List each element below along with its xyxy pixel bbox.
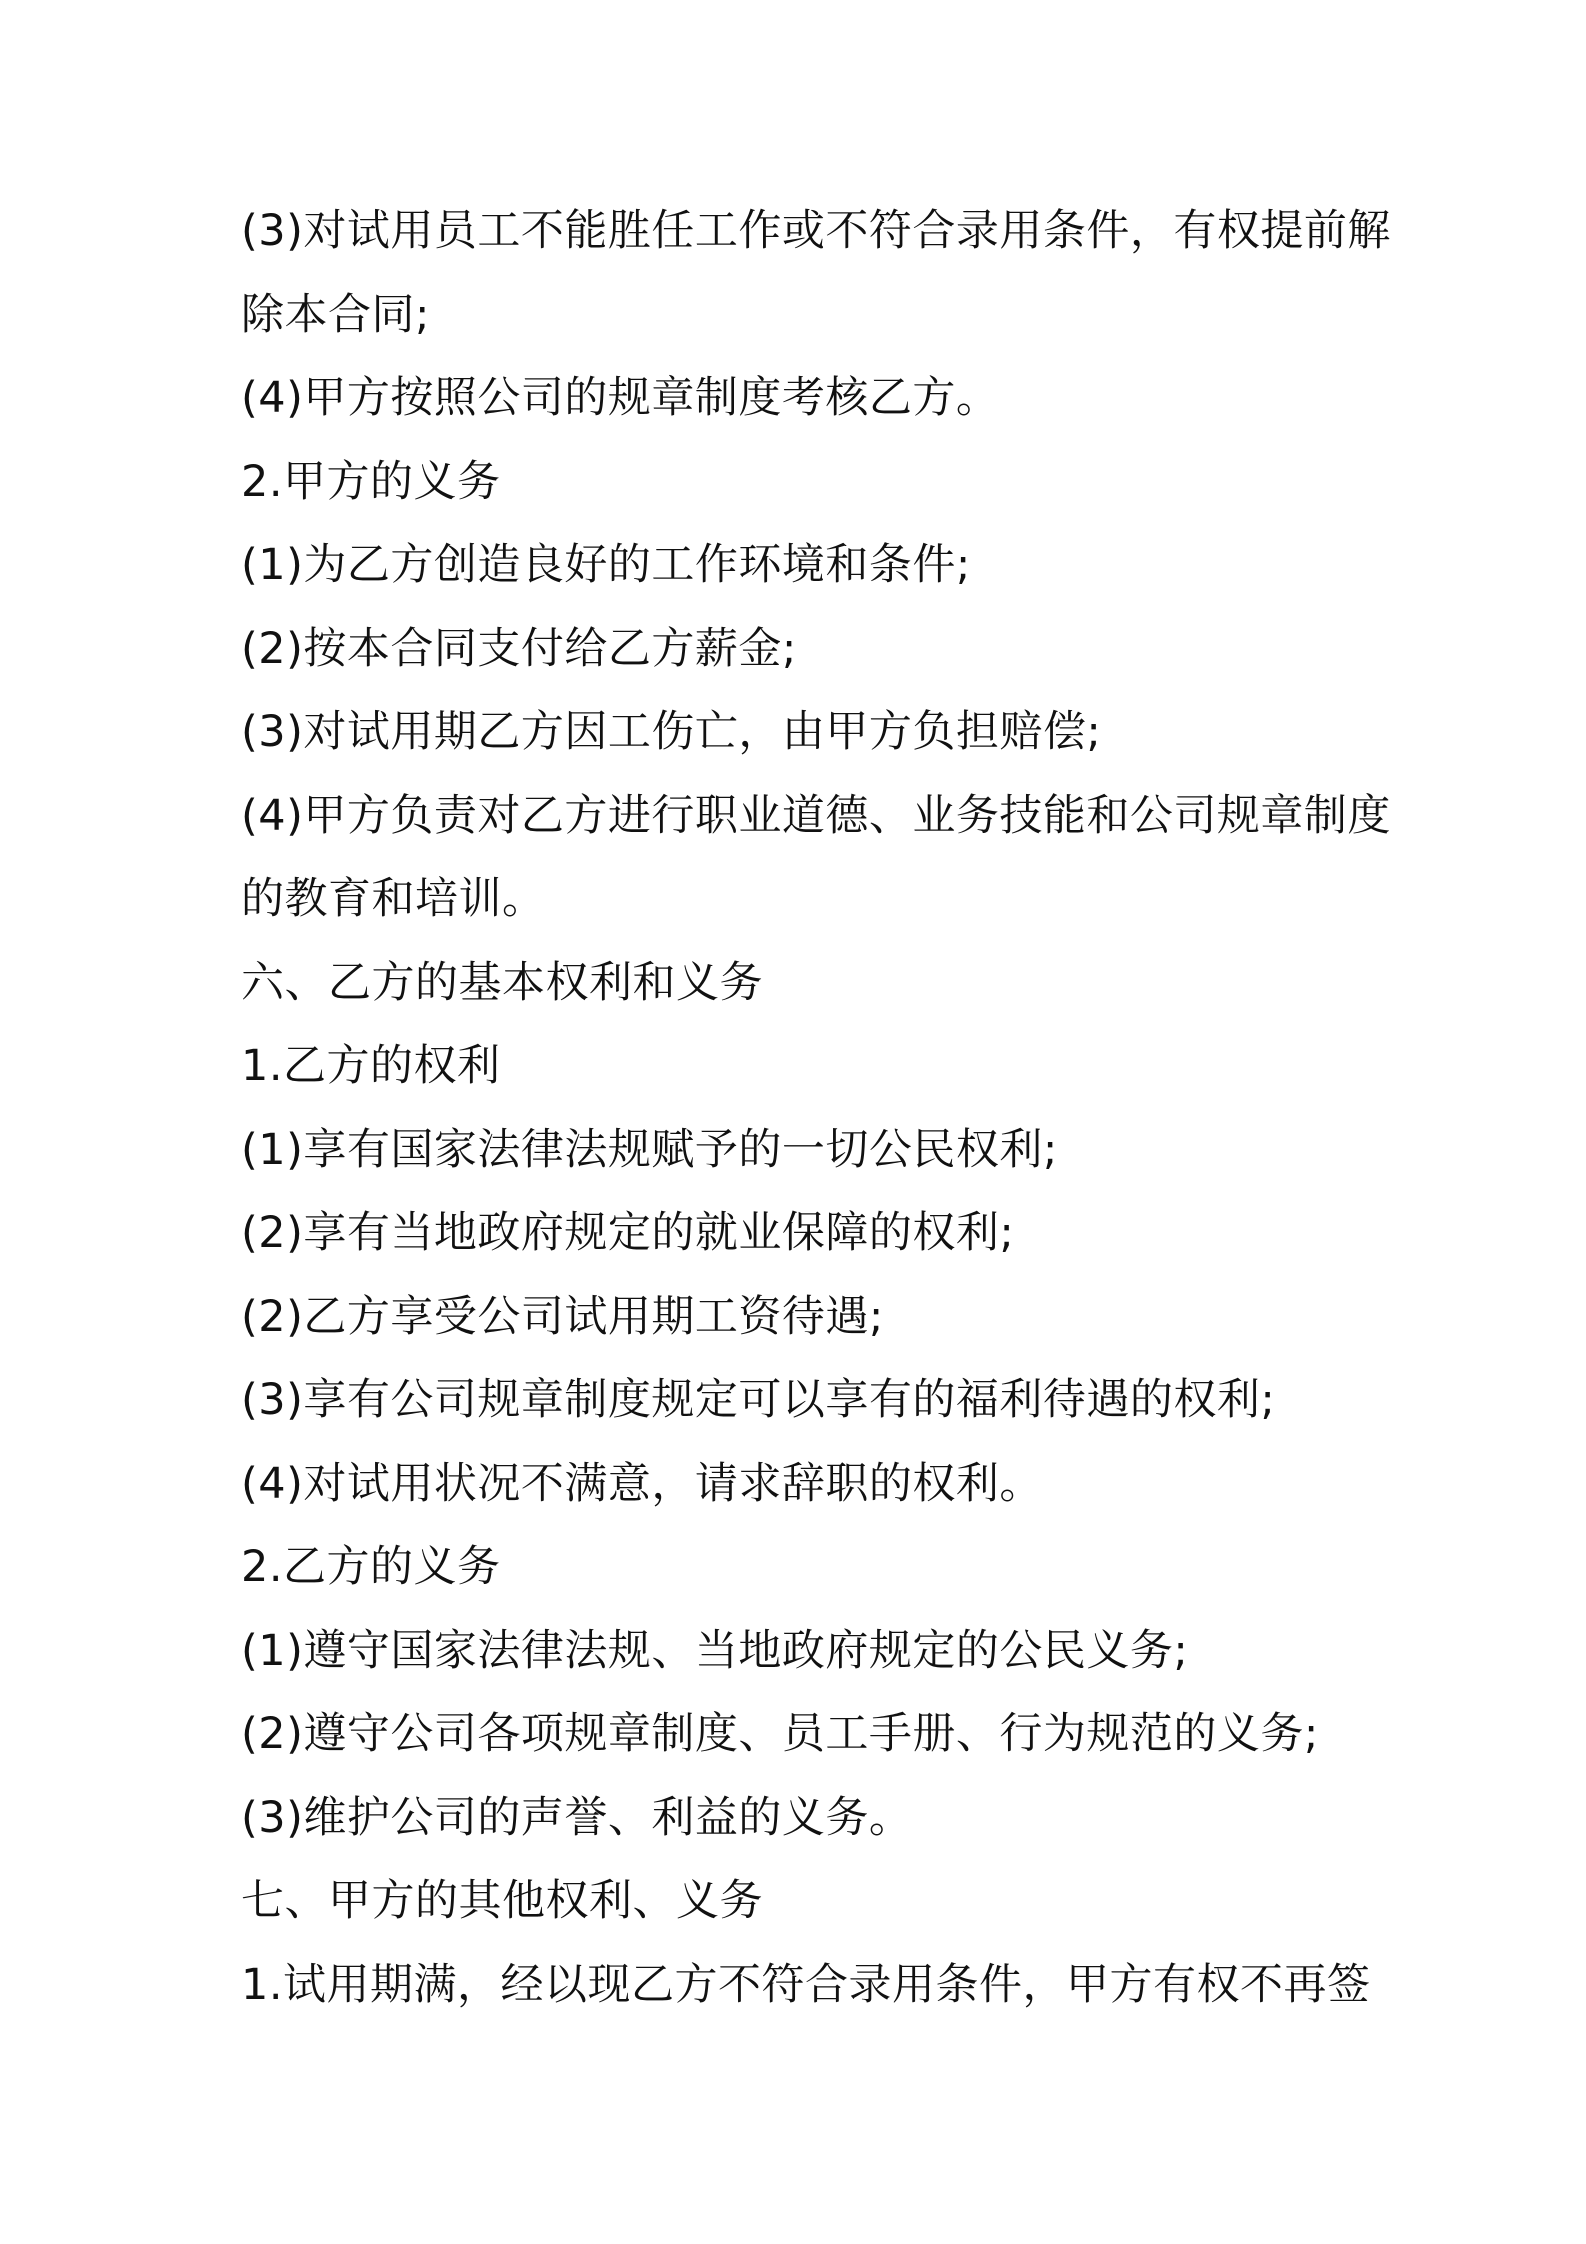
text-line: (1)为乙方创造良好的工作环境和条件; — [241, 540, 971, 590]
text-line: (3)对试用期乙方因工伤亡，由甲方负担赔偿; — [241, 707, 1102, 757]
text-line: (2)按本合同支付给乙方薪金; — [241, 623, 797, 674]
text-line: (4)甲方负责对乙方进行职业道德、业务技能和公司规章制度 — [241, 790, 1391, 841]
text-line: (2)乙方享受公司试用期工资待遇; — [241, 1291, 884, 1342]
text-line: (2)享有当地政府规定的就业保障的权利; — [241, 1208, 1015, 1258]
section-subheading: 2.乙方的义务 — [241, 1542, 501, 1592]
text-line: (3)对试用员工不能胜任工作或不符合录用条件，有权提前解 — [241, 206, 1391, 256]
text-line: (1)遵守国家法律法规、当地政府规定的公民义务; — [241, 1625, 1189, 1676]
text-line: (4)对试用状况不满意，请求辞职的权利。 — [241, 1458, 1043, 1509]
text-line: (3)享有公司规章制度规定可以享有的福利待遇的权利; — [241, 1375, 1276, 1425]
text-line: (4)甲方按照公司的规章制度考核乙方。 — [241, 373, 1000, 423]
section-heading: 六、乙方的基本权利和义务 — [241, 957, 763, 1008]
text-line: (3)维护公司的声誉、利益的义务。 — [241, 1792, 913, 1843]
text-line: (1)享有国家法律法规赋予的一切公民权利; — [241, 1124, 1058, 1175]
section-subheading: 1.乙方的权利 — [241, 1041, 501, 1091]
text-line: (2)遵守公司各项规章制度、员工手册、行为规范的义务; — [241, 1709, 1319, 1759]
section-subheading: 2.甲方的义务 — [241, 456, 501, 507]
text-line: 的教育和培训。 — [241, 874, 546, 924]
text-line: 1.试用期满，经以现乙方不符合录用条件，甲方有权不再签 — [241, 1959, 1371, 2010]
text-line: 除本合同; — [241, 289, 430, 340]
document-body — [241, 190, 1391, 2027]
section-heading: 七、甲方的其他权利、义务 — [241, 1876, 763, 1926]
